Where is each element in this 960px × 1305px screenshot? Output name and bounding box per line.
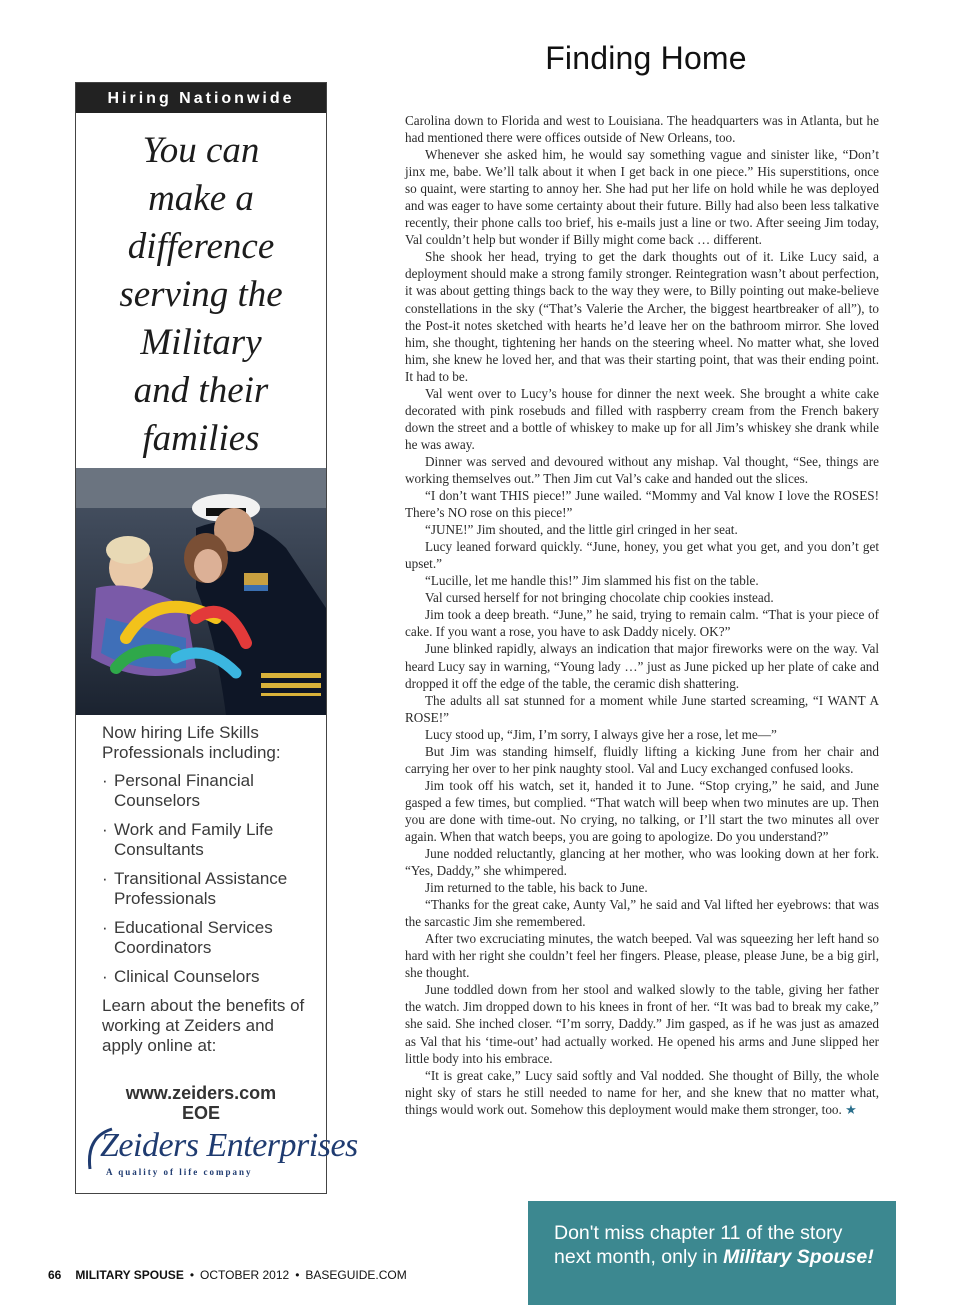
footer-separator: • xyxy=(295,1268,300,1282)
story-paragraph: Jim took a deep breath. “June,” he said, trying to remain calm. “That is your piece of cake. If you want a rose, you have to ask Daddy nicely. OK?” xyxy=(405,607,879,640)
position-list xyxy=(102,771,317,987)
story-paragraph: The adults all sat stunned for a moment while June started screaming, “I WANT A ROSE!” xyxy=(405,692,879,725)
story-paragraph: Lucy stood up, “Jim, I’m sorry, I always give her a rose, let me—” xyxy=(425,726,777,742)
story-paragraph: June blinked rapidly, always an indication that major fireworks were on the way. Val heard Lucy say in warning, “Young lady …” just as June picked up her plate of cake and dropped it off the edge of the table, the ceramic dish shattering. xyxy=(405,641,879,691)
list-item: · Work and Family Life Consultants xyxy=(102,820,317,860)
story-paragraph: “Thanks for the great cake, Aunty Val,” he said and Val lifted her eyebrows: that was the sarcastic Jim she remembered. xyxy=(405,897,879,930)
story-paragraph: Val cursed herself for not bringing chocolate chip cookies instead. xyxy=(425,590,774,606)
issue-date: OCTOBER 2012 xyxy=(200,1268,290,1282)
story-paragraph: Lucy leaned forward quickly. “June, honey, you get what you get, and you don’t get upset.” xyxy=(405,539,879,572)
ad-url-link[interactable]: www.zeiders.com xyxy=(125,1083,277,1103)
magazine-name: MILITARY SPOUSE xyxy=(75,1268,184,1282)
page-number: 66 xyxy=(48,1268,62,1282)
zeiders-logo xyxy=(82,1125,358,1180)
page-title: Finding Home xyxy=(545,40,747,76)
story-paragraph: Val went over to Lucy’s house for dinner the next week. She brought a white cake decorated with pink rosebuds and filled with raspberry cream from the French bakery down the street and a bottle of whiskey to make up for all Jim’s whiskey she drank while he was away. xyxy=(405,385,879,452)
story-paragraph: Carolina down to Florida and west to Louisiana. The headquarters was in Atlanta, but he had mentioned there were offices outside of New Orleans, too. xyxy=(405,113,879,146)
ad-headline-line: families xyxy=(142,418,260,459)
story-paragraph: June toddled down from her stool and walked slowly to the table, giving her father the watch. Jim dropped down to his knees in front of her. “It was bad to break my cake,” she said. She inched closer. “I’m sorry, Daddy.” Jim gasped, as if he was just as amazed as Val that his ‘time-out’ had actually worked. He opened his arms and June slipped her little body into his embrace. xyxy=(405,982,879,1066)
ad-headline-line: serving the xyxy=(119,274,283,315)
story-paragraph: “I don’t want THIS piece!” June wailed. “Mommy and Val know I love the ROSES! There’s NO rose on this piece!” xyxy=(405,488,879,521)
story-paragraph: “JUNE!” Jim shouted, and the little girl cringed in her seat. xyxy=(425,522,738,538)
ad-url-block xyxy=(76,1083,326,1123)
footer-site: BASEGUIDE.COM xyxy=(305,1268,407,1282)
ad-learn-more: Learn about the benefits of working at Zeiders and apply online at: xyxy=(102,996,305,1055)
military-family-photo xyxy=(76,468,326,715)
ad-eoe: EOE xyxy=(181,1103,220,1123)
ad-headline-line: and their xyxy=(133,370,269,411)
list-item: · Personal Financial Counselors xyxy=(102,771,317,811)
teaser-magazine-name: Military Spouse! xyxy=(723,1246,874,1268)
story-paragraph: She shook her head, trying to get the dark thoughts out of it. Like Lucy said, a deployment should make a strong family stronger. Reintegration wasn’t about perfection, it was about getting things back to the way they were, to Billy pointing out make-believe constellations in the sky (“That’s Valerie the Archer, the biggest heartbreaker of all”), to the Post-it notes sketched with hearts he’d leave her on the bathroom mirror. She loved him, she thought, tightening her hands on the steering wheel. No matter what, she loved him, she knew he loved her, and that was their starting point, that was their ending point. It had to be. xyxy=(405,249,879,384)
story-paragraph: Whenever she asked him, he would say something vague and sinister like, “Don’t jinx me, babe. We’ll talk about it when I get back in one piece.” His superstitions, once so quaint, were starting to annoy her. She had put her life on hold while he was deployed and was eager to have some certainty about their future. Billy had also been less talkative recently, their phone calls too brief, his e-mails just a line or two. After seeing Jim today, Val couldn’t help but wonder if Billy might come back … different. xyxy=(405,147,879,248)
story-last-text: “It is great cake,” Lucy said softly and Val nodded. She thought of Billy, the whole night sky of stars he still needed to name for her, and she knew that no matter what, things would work out. Somehow this deployment would make them stronger, too. xyxy=(405,1067,879,1117)
list-item: · Clinical Counselors xyxy=(102,967,317,987)
end-star-icon: ★ xyxy=(845,1101,857,1117)
story-paragraph: Jim returned to the table, his back to June. xyxy=(425,880,648,896)
story-paragraph: Dinner was served and devoured without any mishap. Val thought, “See, things are working themselves out.” Then Jim cut Val’s cake and handed out the slices. xyxy=(405,453,879,486)
next-chapter-teaser xyxy=(528,1201,896,1305)
ad-headline-line: difference xyxy=(127,226,275,267)
story-paragraph-last xyxy=(405,1067,879,1118)
teaser-line-2-text: next month, only in xyxy=(554,1246,724,1268)
list-item: · Educational Services Coordinators xyxy=(102,918,317,958)
ad-banner: Hiring Nationwide xyxy=(76,83,326,113)
teaser-line-2 xyxy=(554,1245,878,1269)
ad-headline-line: make a xyxy=(148,178,254,219)
story-paragraph: June nodded reluctantly, glancing at her mother, who was looking down at her fork. “Yes, Daddy,” she whimpered. xyxy=(405,846,879,879)
list-item: · Transitional Assistance Professionals xyxy=(102,869,317,909)
footer-separator: • xyxy=(189,1268,195,1282)
logo-name: Zeiders Enterprises xyxy=(100,1127,358,1164)
ad-headline-line: You can xyxy=(142,130,260,171)
ad-body xyxy=(102,723,317,1056)
ad-headline xyxy=(76,127,326,463)
story-paragraph: Jim took off his watch, set it, handed it to June. “Stop crying,” he said, and June gasped a few times, but complied. “That watch will beep when two minutes are up. Then you are done with time-out. No crying, no talking, or I’ll start the two minutes all over again. When that watch beeps, you are going to apologize. Do you understand?” xyxy=(405,777,879,844)
logo-tagline: A quality of life company xyxy=(106,1167,253,1177)
ad-headline-line: Military xyxy=(140,322,262,363)
story-body xyxy=(405,112,879,1118)
ad-intro: Now hiring Life Skills Professionals including: xyxy=(102,723,281,762)
teaser-line-1: Don't miss chapter 11 of the story xyxy=(554,1222,843,1244)
story-paragraph: But Jim was standing himself, fluidly lifting a kicking June from her chair and carrying her over to her pink naughty stool. Val and Lucy exchanged confused looks. xyxy=(405,743,879,776)
story-paragraph: After two excruciating minutes, the watch beeped. Val was squeezing her left hand so hard with her right she couldn’t feel her fingers. Please, please, please June, be a big girl, she thought. xyxy=(405,931,879,981)
story-paragraph: “Lucille, let me handle this!” Jim slammed his fist on the table. xyxy=(425,573,759,589)
hiring-advertisement xyxy=(75,82,358,1194)
page-footer xyxy=(48,1268,407,1282)
